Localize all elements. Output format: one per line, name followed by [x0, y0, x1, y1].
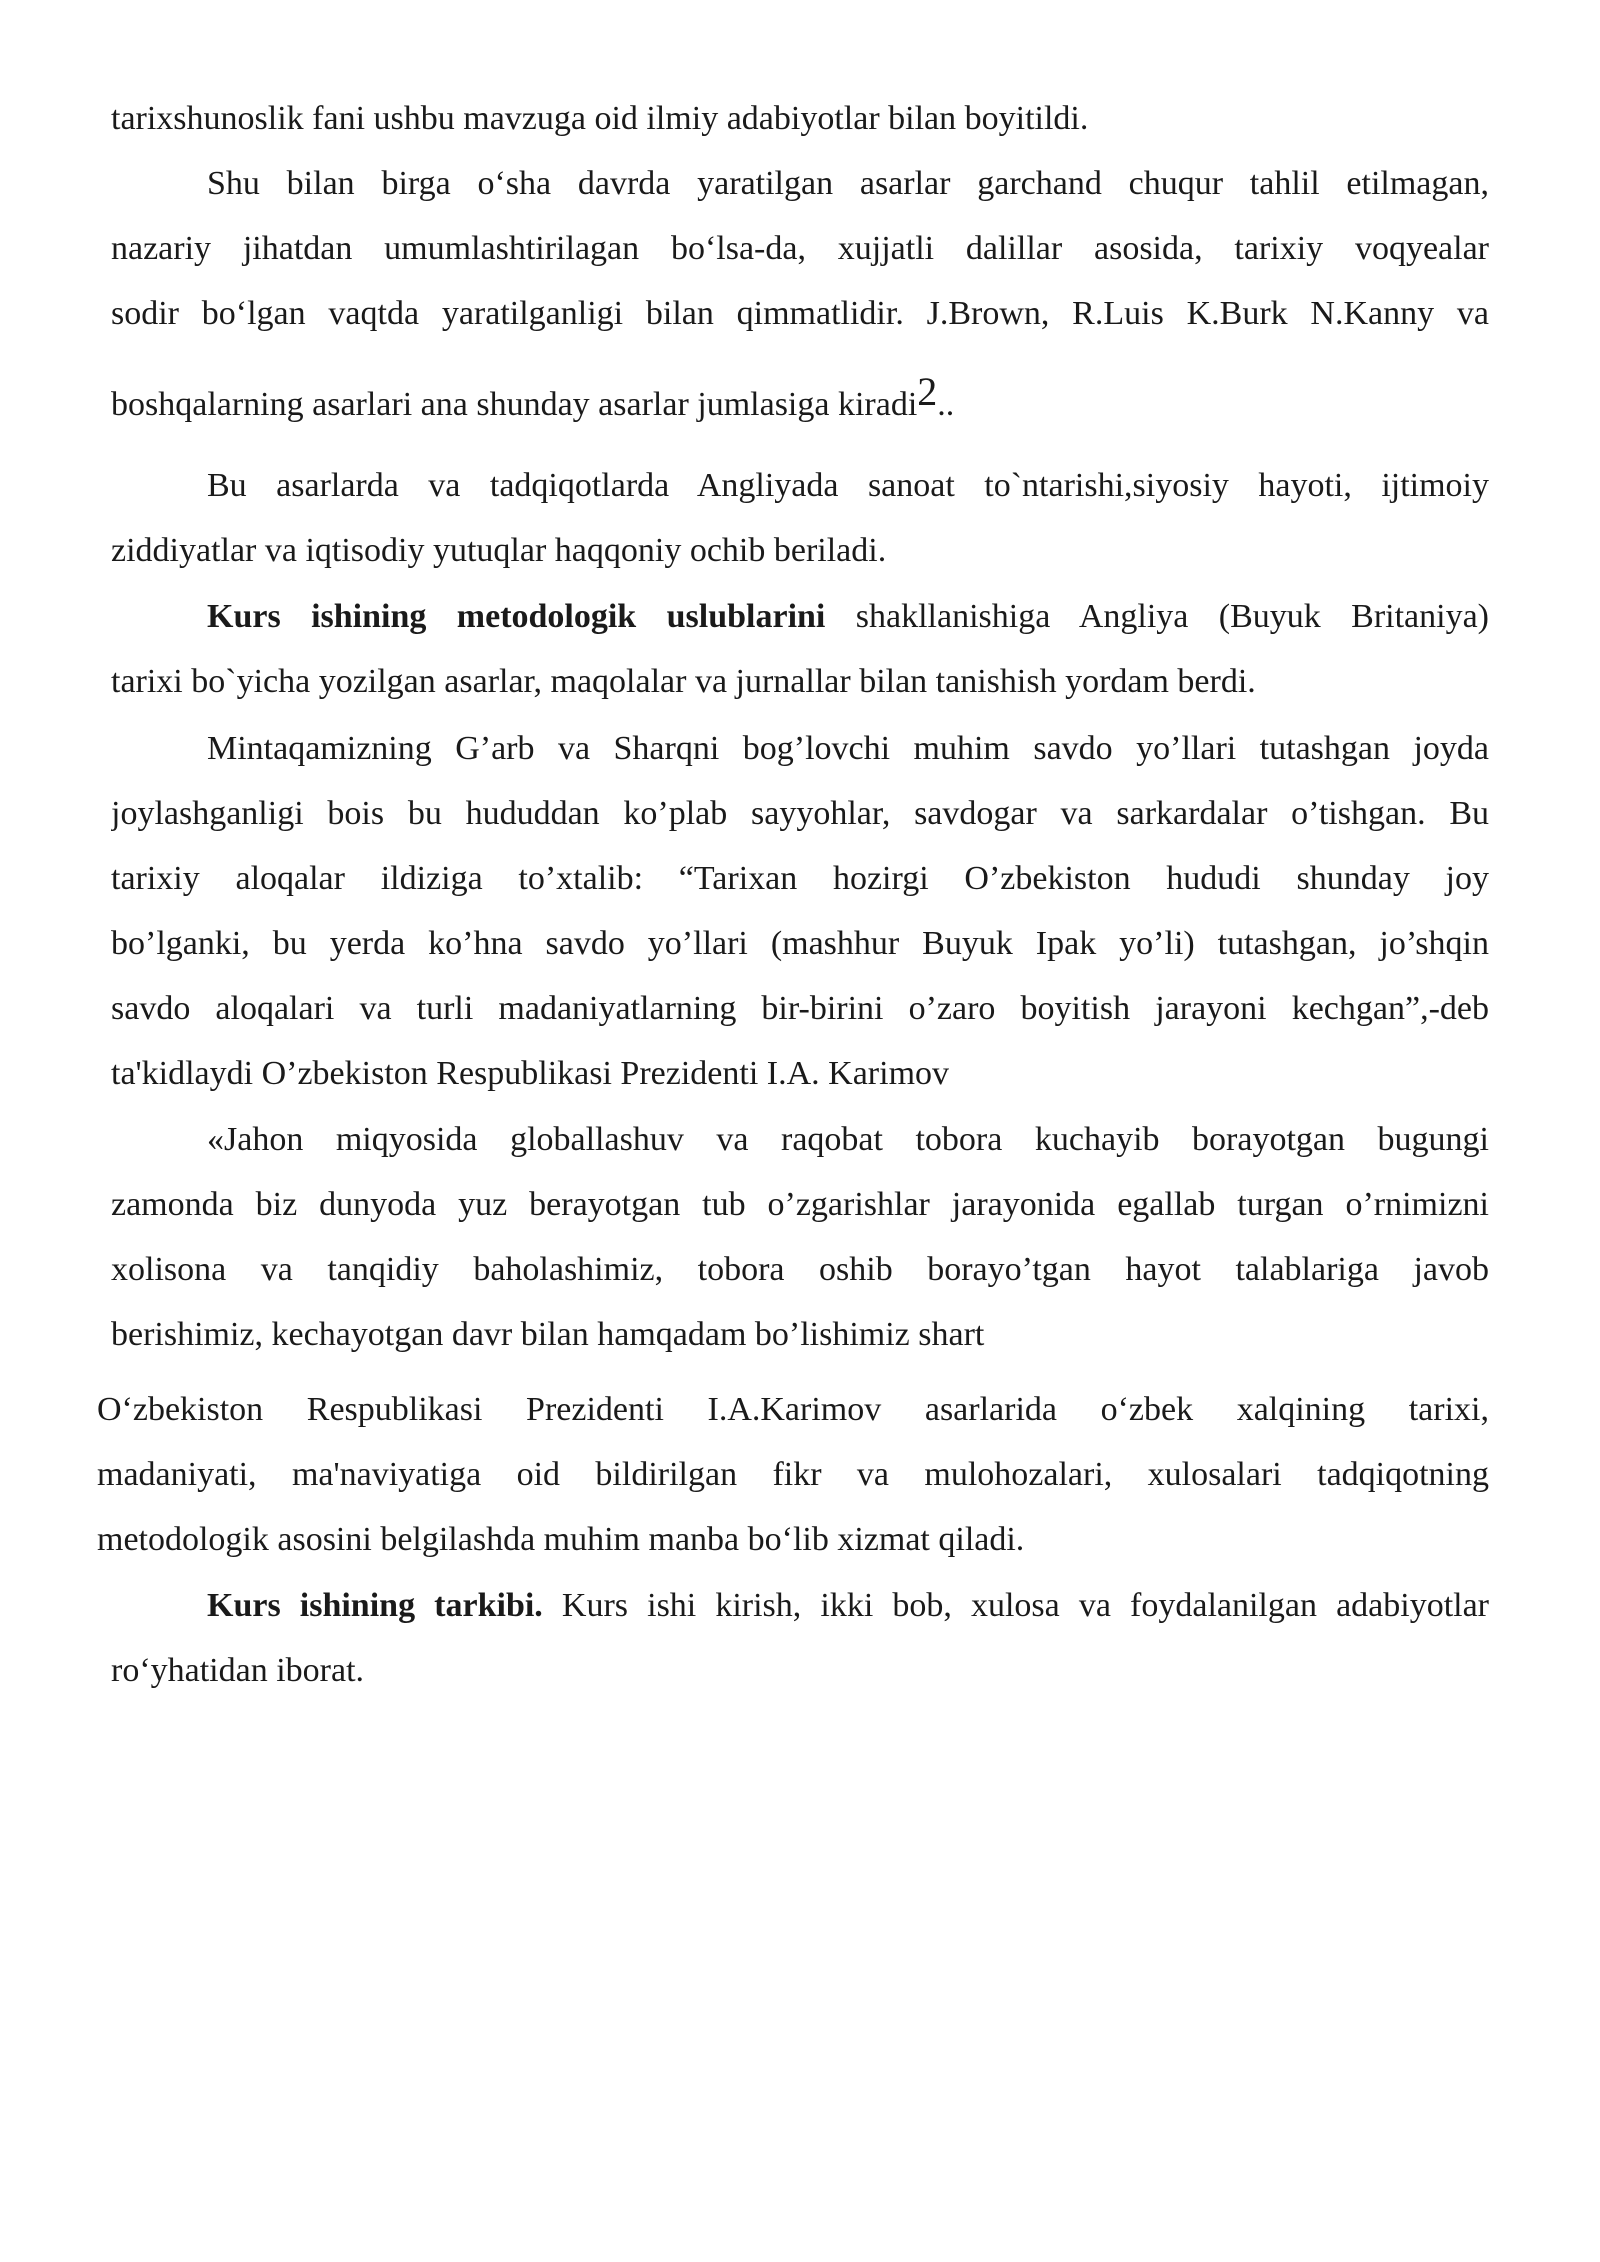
text-line: [111, 1651, 364, 1691]
line-text: boshqalarning asarlari ana shunday asarlar jumlasiga kiradi: [111, 386, 918, 423]
text-line: [111, 989, 1489, 1029]
line-text: tarixshunoslik fani ushbu mavzuga oid ilmiy adabiyotlar bilan boyitildi.: [111, 100, 1089, 137]
text-line: [97, 1520, 1024, 1560]
text-line: [207, 1120, 1489, 1160]
footnote-marker: 2: [917, 369, 938, 414]
text-line: [111, 1185, 1489, 1225]
line-text: tarixi bo`yicha yozilgan asarlar, maqolalar va jurnallar bilan tanishish yordam berdi.: [111, 663, 1256, 700]
line-text: bo’lganki, bu yerda ko’hna savdo yo’llari (mashhur Buyuk Ipak yo’li) tutashgan, jo’shqin: [111, 925, 1489, 962]
text-line: [111, 1250, 1489, 1290]
line-text: tarixiy aloqalar ildiziga to’xtalib: “Tarixan hozirgi O’zbekiston hududi shunday joy: [111, 860, 1489, 897]
line-text: shakllanishiga Angliya (Buyuk Britaniya): [825, 598, 1489, 635]
line-text: ziddiyatlar va iqtisodiy yutuqlar haqqoniy ochib beriladi.: [111, 532, 887, 569]
text-line: [111, 99, 1088, 139]
line-text: ro‘yhatidan iborat.: [111, 1652, 365, 1689]
line-text: berishimiz, kechayotgan davr bilan hamqadam bo’lishimiz shart: [111, 1316, 985, 1353]
line-text-tail: ..: [937, 386, 955, 423]
line-text: zamonda biz dunyoda yuz berayotgan tub o’zgarishlar jarayonida egallab turgan o’rnimizni: [111, 1186, 1489, 1223]
text-line: [111, 1054, 949, 1094]
text-line: [207, 466, 1489, 506]
line-text: savdo aloqalari va turli madaniyatlarning bir-birini o’zaro boyitish jarayoni kechgan”,-deb: [111, 990, 1489, 1027]
line-text: xolisona va tanqidiy baholashimiz, tobora oshib borayo’tgan hayot talablariga javob: [111, 1251, 1489, 1288]
line-text: O‘zbekiston Respublikasi Prezidenti I.A.Karimov asarlarida o‘zbek xalqining tarixi,: [97, 1391, 1489, 1428]
text-line: [97, 1390, 1489, 1430]
text-line: [207, 597, 1489, 637]
line-text: «Jahon miqyosida globallashuv va raqobat tobora kuchayib borayotgan bugungi: [207, 1121, 1489, 1158]
line-text: joylashganligi bois bu hududdan ko’plab sayyohlar, savdogar va sarkardalar o’tishgan. Bu: [111, 795, 1489, 832]
line-text: Shu bilan birga o‘sha davrda yaratilgan asarlar garchand chuqur tahlil etilmagan,: [207, 165, 1489, 202]
text-line: [207, 1586, 1489, 1626]
text-line: [111, 1315, 984, 1355]
line-text: ta'kidlaydi O’zbekiston Respublikasi Prezidenti I.A. Karimov: [111, 1055, 950, 1092]
text-line: [111, 794, 1489, 834]
line-text: sodir bo‘lgan vaqtda yaratilganligi bilan qimmatlidir. J.Brown, R.Luis K.Burk N.Kanny va: [111, 295, 1489, 332]
line-text: Mintaqamizning G’arb va Sharqni bog’lovchi muhim savdo yo’llari tutashgan joyda: [207, 730, 1489, 767]
text-line: [111, 662, 1256, 702]
text-line: [207, 729, 1489, 769]
text-line: [97, 1455, 1489, 1495]
text-line: [111, 369, 955, 423]
bold-heading-text: Kurs ishining tarkibi.: [207, 1587, 543, 1624]
bold-heading-text: Kurs ishining metodologik uslublarini: [207, 598, 826, 635]
text-line: [111, 924, 1489, 964]
text-line: [207, 164, 1489, 204]
text-line: [111, 229, 1489, 269]
line-text: metodologik asosini belgilashda muhim manba bo‘lib xizmat qiladi.: [97, 1521, 1025, 1558]
text-line: [111, 294, 1489, 334]
line-text: Kurs ishi kirish, ikki bob, xulosa va foydalanilgan adabiyotlar: [542, 1587, 1489, 1624]
line-text: madaniyati, ma'naviyatiga oid bildirilgan fikr va mulohozalari, xulosalari tadqiqotning: [97, 1456, 1489, 1493]
text-line: [111, 531, 886, 571]
line-text: Bu asarlarda va tadqiqotlarda Angliyada sanoat to`ntarishi,siyosiy hayoti, ijtimoiy: [207, 467, 1489, 504]
text-line: [111, 859, 1489, 899]
line-text: nazariy jihatdan umumlashtirilagan bo‘lsa-da, xujjatli dalillar asosida, tarixiy voqyealar: [111, 230, 1489, 267]
